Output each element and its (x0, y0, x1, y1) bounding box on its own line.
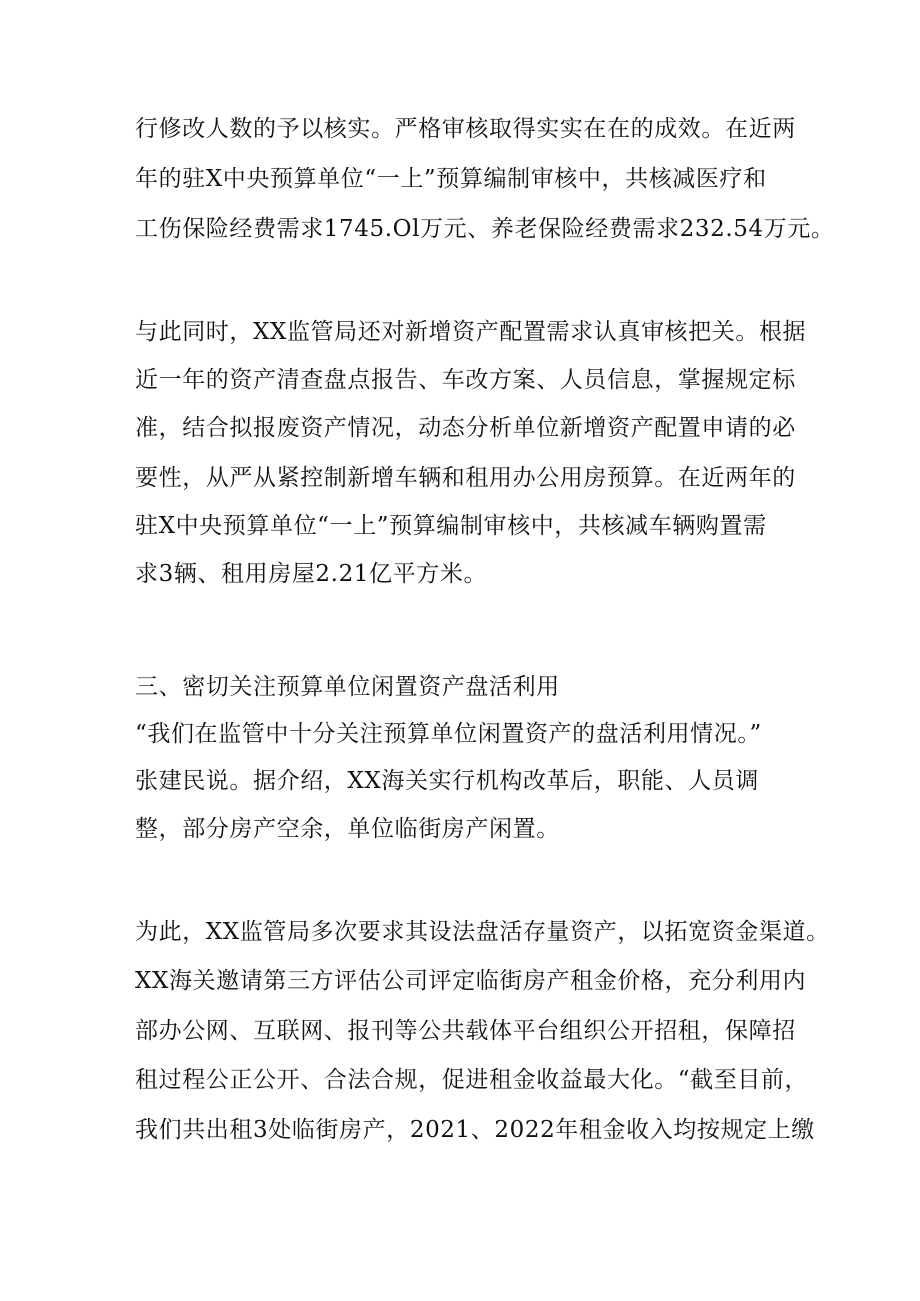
p1-line-1: 行修改人数的予以核实。严格审核取得实实在在的成效。在近两 (135, 116, 796, 142)
p2-line-2: 近一年的资产清查盘点报告、车改方案、人员信息，掌握规定标 (135, 367, 796, 393)
p2-line-5: 驻X中央预算单位“一上”预算编制审核中，共核减车辆购置需 (135, 513, 767, 539)
p2-line-3: 准，结合拟报废资产情况，动态分析单位新增资产配置申请的必 (135, 415, 796, 441)
p4-line-4: 租过程公正公开、合法合规，促进租金收益最大化。“截至目前， (135, 1067, 809, 1093)
p4-line-5: 我们共出租3处临街房产，2021、2022年租金收入均按规定上缴 (135, 1117, 815, 1143)
p1-line-3: 工伤保险经费需求1745.Ol万元、养老保险经费需求232.54万元。 (135, 216, 835, 242)
p3-line-4: 整，部分房产空余，单位临街房产闲置。 (135, 816, 560, 842)
p4-line-1: 为此，XX监管局多次要求其设法盘活存量资产，以拓宽资金渠道。 (135, 919, 830, 945)
p4-line-3: 部办公网、互联网、报刊等公共载体平台组织公开招租，保障招 (135, 1018, 796, 1044)
p2-line-1: 与此同时，XX监管局还对新增资产配置需求认真审核把关。根据 (135, 319, 807, 345)
p3-line-3: 张建民说。据介绍，XX海关实行机构改革后，职能、人员调 (135, 768, 759, 794)
section-heading: 三、密切关注预算单位闲置资产盘活利用 (135, 674, 560, 700)
p4-line-2: XX海关邀请第三方评估公司评定临街房产租金价格，充分利用内 (135, 968, 807, 994)
p2-line-6: 求3辆、租用房屋2.21亿平方米。 (135, 561, 488, 587)
p3-line-2: “我们在监管中十分关注预算单位闲置资产的盘活利用情况。” (135, 721, 762, 747)
p2-line-4: 要性，从严从紧控制新增车辆和租用办公用房预算。在近两年的 (135, 465, 796, 491)
p1-line-2: 年的驻X中央预算单位“一上”预算编制审核中，共核减医疗和 (135, 166, 767, 192)
